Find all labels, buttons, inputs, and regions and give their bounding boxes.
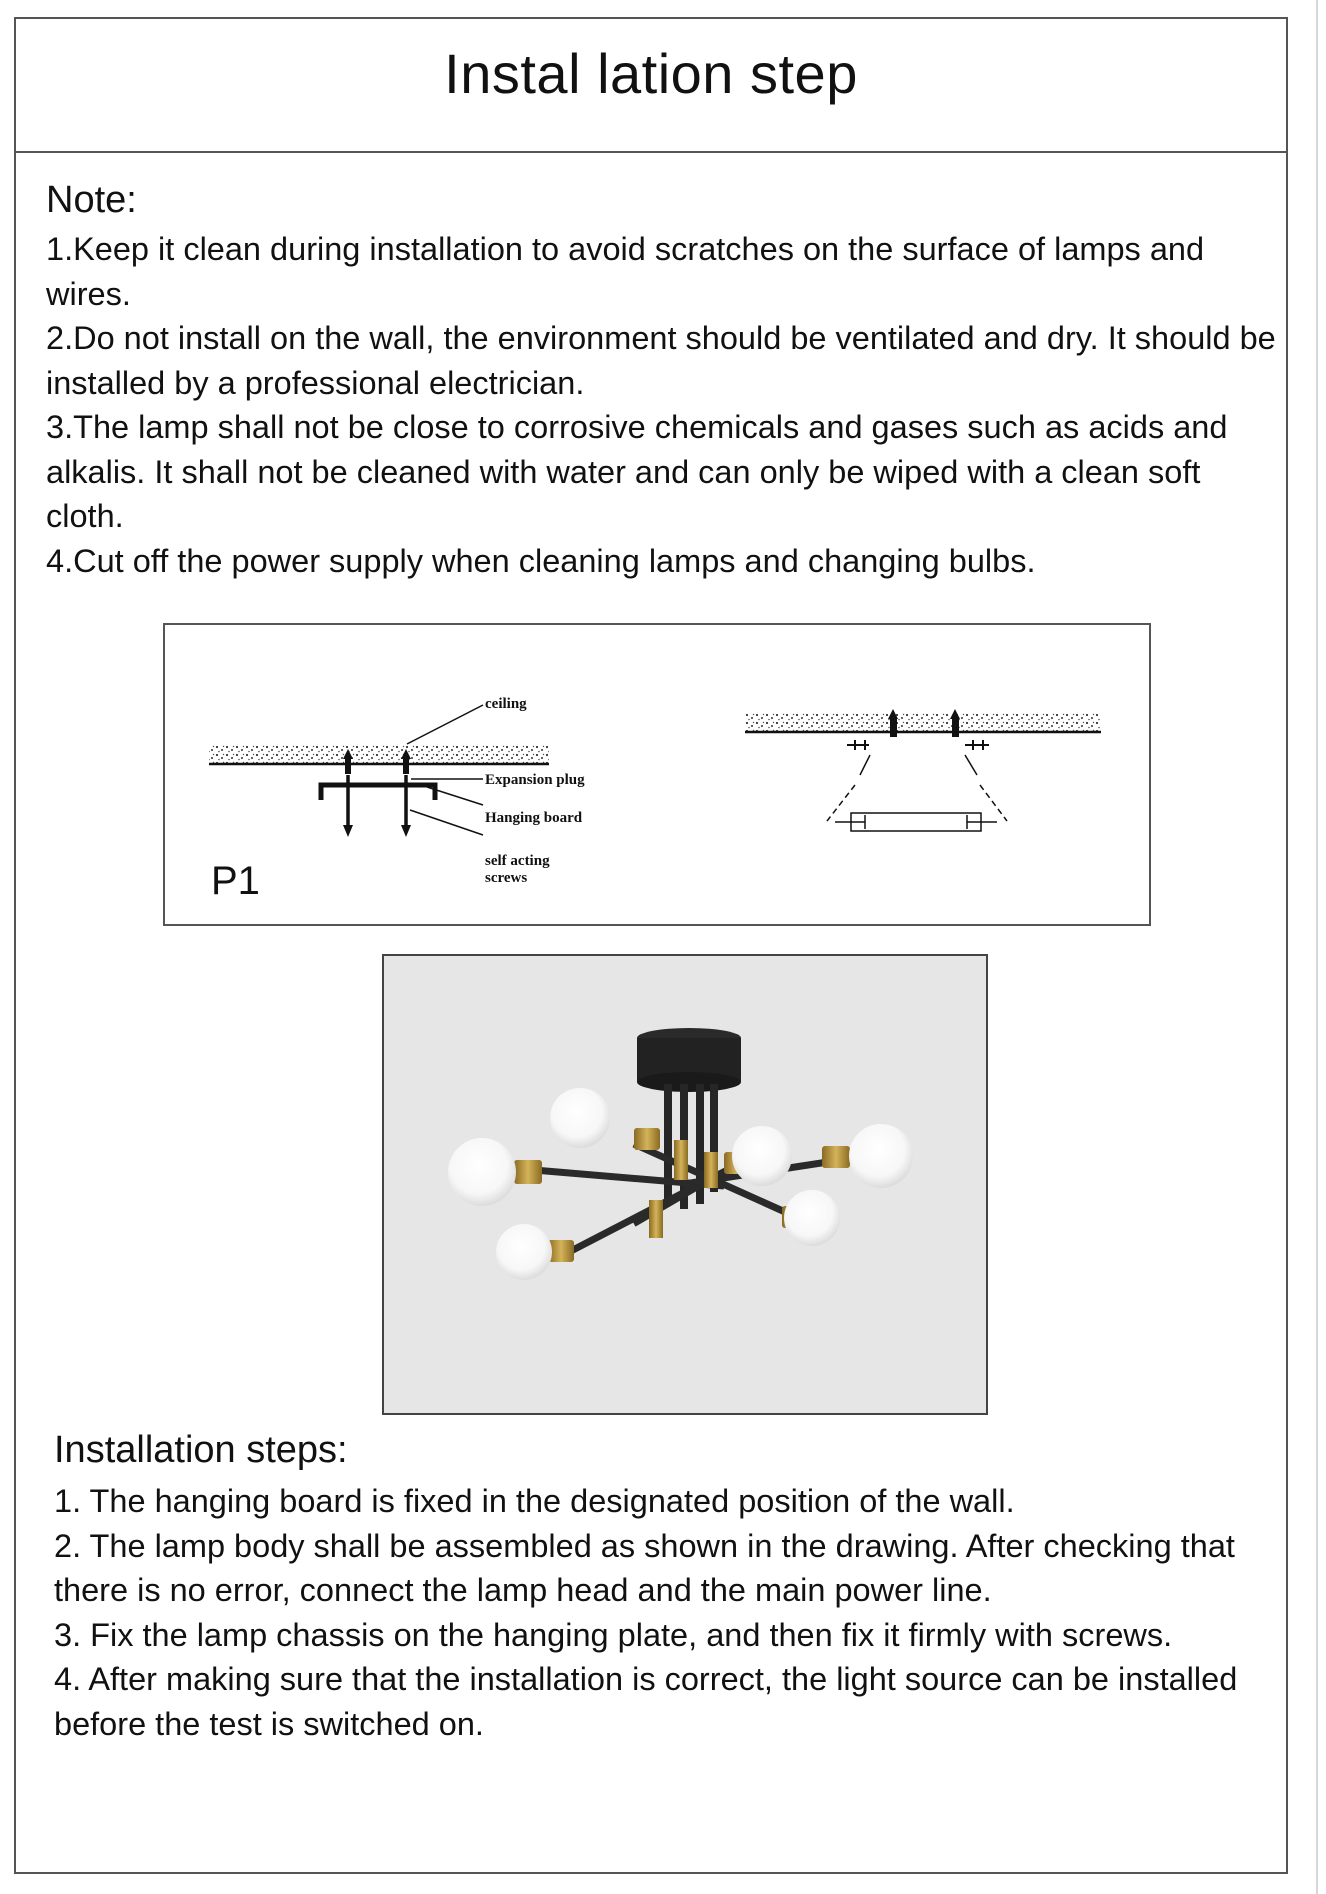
screw-left-tip (343, 825, 353, 837)
page-edge-line (1316, 0, 1318, 1894)
bulb (550, 1088, 610, 1148)
dash-right (980, 785, 1007, 821)
figure-label: P1 (211, 859, 260, 903)
bracket-left (847, 740, 869, 750)
bulb (732, 1126, 792, 1186)
plug-right-b-body (952, 717, 959, 737)
label-screws: screws (485, 870, 528, 886)
label-self-acting: self acting (485, 853, 550, 869)
plug-right-a-body (890, 717, 897, 737)
steps-heading: Installation steps: (54, 1429, 348, 1471)
brass-coupling (674, 1140, 688, 1180)
label-ceiling: ceiling (485, 696, 527, 712)
brass-coupling (704, 1152, 718, 1188)
left-mount-drawing (209, 696, 585, 886)
chandelier-photo-icon (384, 956, 986, 1413)
note-item: 2.Do not install on the wall, the environment should be ventilated and dry. It should be installed by a professional electrician. (46, 320, 1276, 401)
right-mount-drawing (745, 709, 1101, 831)
label-expansion-plug: Expansion plug (485, 772, 585, 788)
bulb (784, 1190, 840, 1246)
note-item: 1.Keep it clean during installation to avoid scratches on the surface of lamps and wires. (46, 231, 1205, 312)
page-title: Instal lation step (444, 42, 858, 105)
expansion-plug-left-body (345, 758, 351, 774)
leader-screws (410, 810, 483, 835)
socket (514, 1160, 542, 1184)
drop-line-right (965, 755, 977, 775)
chassis-screws (835, 815, 997, 829)
note-item: 4.Cut off the power supply when cleaning lamps and changing bulbs. (46, 542, 1036, 579)
canopy-bottom (637, 1072, 741, 1092)
drop-line-left (860, 755, 870, 775)
bracket-right (965, 740, 989, 750)
socket (634, 1128, 660, 1150)
lamp-chassis (851, 813, 981, 831)
title-bar (16, 19, 1286, 153)
screw-right-tip (401, 825, 411, 837)
socket (822, 1146, 850, 1168)
hanging-board (321, 785, 435, 800)
brass-coupling (649, 1200, 663, 1238)
step-item: 3. Fix the lamp chassis on the hanging plate, and then fix it firmly with screws. (54, 1616, 1173, 1653)
expansion-plug-right-body (403, 758, 409, 774)
bulb (849, 1124, 913, 1188)
product-photo (382, 954, 988, 1415)
bulb (496, 1224, 552, 1280)
step-item: 4. After making sure that the installation is correct, the light source can be installed before the test is switched on. (54, 1661, 1238, 1742)
note-heading: Note: (46, 179, 137, 221)
mounting-diagram (163, 623, 1151, 926)
label-hanging-board: Hanging board (485, 810, 583, 826)
step-item: 1. The hanging board is fixed in the designated position of the wall. (54, 1483, 1015, 1519)
note-list (46, 227, 1276, 583)
ceiling-band-right (745, 713, 1101, 731)
leader-ceiling (407, 705, 483, 744)
ceiling-mount-diagram-icon (165, 625, 1149, 924)
bulb (448, 1138, 516, 1206)
steps-list (54, 1479, 1280, 1746)
step-item: 2. The lamp body shall be assembled as shown in the drawing. After checking that there is no error, connect the lamp head and the main power line. (54, 1527, 1235, 1608)
note-item: 3.The lamp shall not be close to corrosive chemicals and gases such as acids and alkalis. It shall not be cleaned with water and can only be wiped with a clean soft cloth. (46, 409, 1228, 534)
ceiling-band (209, 745, 549, 763)
instruction-sheet (14, 17, 1288, 1874)
